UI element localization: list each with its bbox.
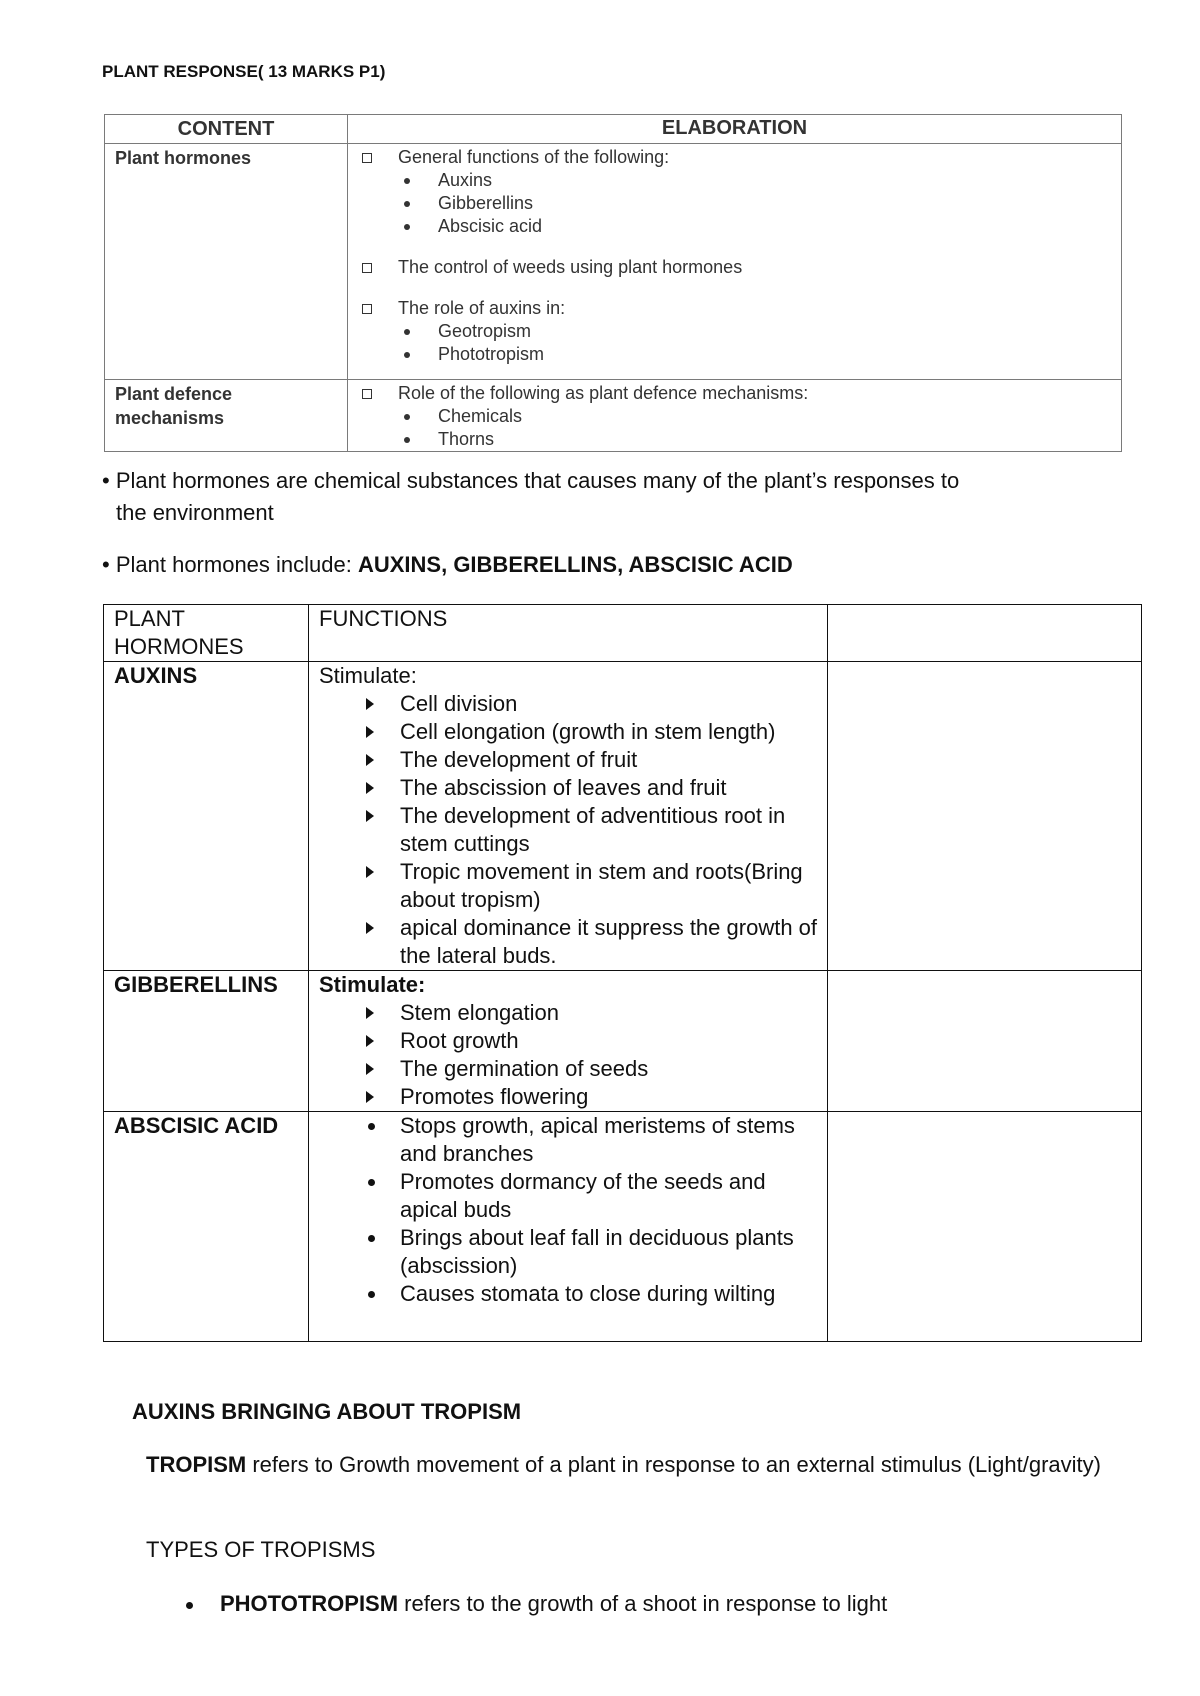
hormone-functions — [309, 1112, 828, 1342]
elaboration-cell — [348, 380, 1122, 452]
content-cell: Plant defence mechanisms — [105, 380, 348, 452]
bullet: • — [102, 468, 110, 493]
header-plant-hormones: PLANT HORMONES — [104, 605, 309, 662]
phototropism-item: PHOTOTROPISM refers to the growth of a shoot in response to light — [186, 1591, 887, 1617]
function-item: Stops growth, apical meristems of stems and branches — [319, 1112, 817, 1168]
functions-intro: Stimulate: — [319, 972, 426, 997]
function-item: Root growth — [319, 1027, 817, 1055]
function-item: Promotes dormancy of the seeds and apical buds — [319, 1168, 817, 1224]
checkbox-square-icon — [362, 304, 372, 314]
function-item: Cell division — [319, 690, 817, 718]
empty-cell — [828, 971, 1142, 1112]
elaboration-heading: The control of weeds using plant hormones — [398, 257, 743, 277]
function-item: Brings about leaf fall in deciduous plants (abscission) — [319, 1224, 817, 1280]
function-item: The abscission of leaves and fruit — [319, 774, 817, 802]
function-item: Cell elongation (growth in stem length) — [319, 718, 817, 746]
header-empty — [828, 605, 1142, 662]
content-header: CONTENT — [105, 115, 348, 144]
function-item: Stem elongation — [319, 999, 817, 1027]
empty-cell — [828, 1112, 1142, 1342]
hormone-functions — [309, 971, 828, 1112]
page-title: PLANT RESPONSE( 13 MARKS P1) — [102, 62, 386, 81]
hormone-functions — [309, 662, 828, 971]
header-functions: FUNCTIONS — [309, 605, 828, 662]
function-item: Promotes flowering — [319, 1083, 817, 1111]
checkbox-square-icon — [362, 263, 372, 273]
empty-cell — [828, 662, 1142, 971]
function-item: The development of adventitious root in stem cuttings — [319, 802, 817, 858]
function-item: The germination of seeds — [319, 1055, 817, 1083]
function-item: Causes stomata to close during wilting — [319, 1280, 817, 1308]
function-item: The development of fruit — [319, 746, 817, 774]
checkbox-square-icon — [362, 153, 372, 163]
bullet: • — [102, 552, 110, 577]
tropism-definition: TROPISM refers to Growth movement of a plant in response to an external stimulus (Light/gravity) — [146, 1452, 1101, 1477]
content-table — [104, 114, 1122, 452]
elaboration-item: Abscisic acid — [358, 215, 1111, 238]
elaboration-heading: The role of auxins in: — [398, 298, 566, 318]
function-item: apical dominance it suppress the growth of the lateral buds. — [319, 914, 817, 970]
elaboration-header: ELABORATION — [348, 115, 1122, 144]
types-heading: TYPES OF TROPISMS — [146, 1537, 376, 1562]
elaboration-heading: General functions of the following: — [398, 147, 670, 167]
elaboration-heading: Role of the following as plant defence mechanisms: — [398, 383, 809, 403]
elaboration-item: Gibberellins — [358, 192, 1111, 215]
hormones-table — [103, 604, 1142, 1342]
elaboration-item: Chemicals — [358, 405, 1111, 428]
elaboration-item: Geotropism — [358, 320, 1111, 343]
hormone-name: GIBBERELLINS — [104, 971, 309, 1112]
hormone-name: AUXINS — [104, 662, 309, 971]
section-heading: AUXINS BRINGING ABOUT TROPISM — [132, 1399, 522, 1424]
hormones-list: • Plant hormones include: AUXINS, GIBBERELLINS, ABSCISIC ACID — [102, 552, 793, 577]
elaboration-item: Auxins — [358, 169, 1111, 192]
hormone-name: ABSCISIC ACID — [104, 1112, 309, 1342]
functions-intro: Stimulate: — [319, 663, 417, 688]
elaboration-item: Thorns — [358, 428, 1111, 451]
elaboration-cell — [348, 144, 1122, 380]
hormones-definition: • Plant hormones are chemical substances that causes many of the plant’s responses to the environment — [102, 468, 960, 525]
elaboration-item: Phototropism — [358, 343, 1111, 366]
content-cell: Plant hormones — [105, 144, 348, 380]
function-item: Tropic movement in stem and roots(Bring about tropism) — [319, 858, 817, 914]
checkbox-square-icon — [362, 389, 372, 399]
